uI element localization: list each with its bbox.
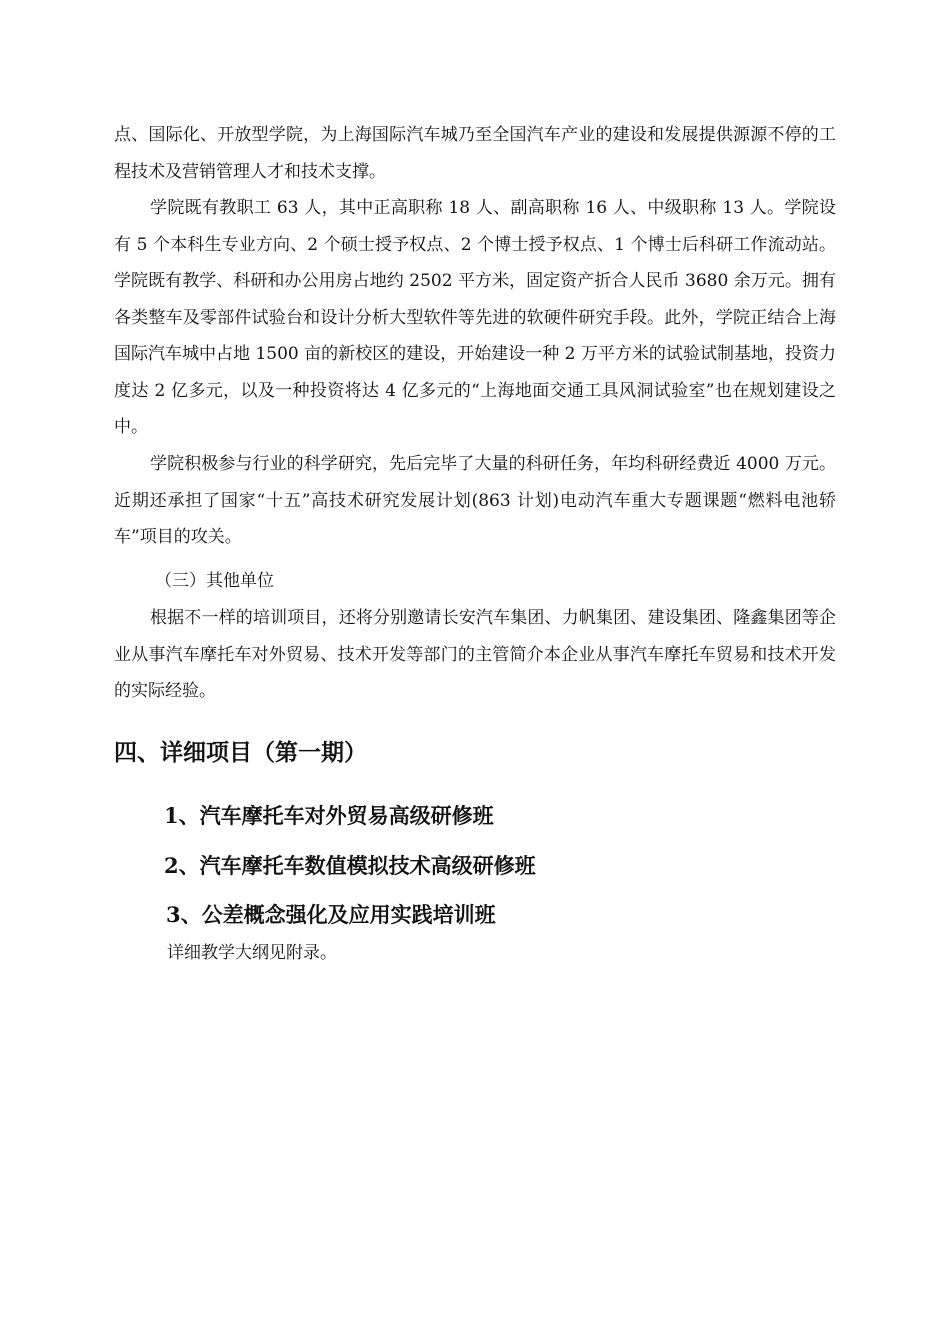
- subheading-other-units: （三）其他单位: [155, 571, 274, 591]
- paragraph-college-mission: 点、国际化、开放型学院，为上海国际汽车城乃至全国汽车产业的建设和发展提供源源不停的工程技术及营销管理人才和技术支撑。: [114, 125, 836, 182]
- paragraph-research: 学院积极参与行业的科学研究，先后完毕了大量的科研任务，年均科研经费近 4000 万元。近期还承担了国家“十五”高技术研究发展计划(863 计划)电动汽车重大专题课题“燃料电池轿车”项目的攻关。: [114, 454, 836, 547]
- project-item-3: 3、公差概念强化及应用实践培训班: [166, 902, 496, 927]
- paragraph-other-units: 根据不一样的培训项目，还将分别邀请长安汽车集团、力帆集团、建设集团、隆鑫集团等企业从事汽车摩托车对外贸易、技术开发等部门的主管简介本企业从事汽车摩托车贸易和技术开发的实际经验。: [114, 608, 836, 701]
- project-item-2: 2、汽车摩托车数值模拟技术高级研修班: [164, 853, 536, 878]
- syllabus-note: 详细教学大纲见附录。: [167, 943, 337, 963]
- project-item-1: 1、汽车摩托车对外贸易高级研修班: [164, 803, 494, 828]
- paragraph-college-staff-facilities: 学院既有教职工 63 人，其中正高职称 18 人、副高职称 16 人、中级职称 13 人。学院设有 5 个本科生专业方向、2 个硕士授予权点、2 个博士授予权点、1 个博士后科研工作流动站。学院既有教学、科研和办公用房占地约 2502 平方米，固定资产折合人民币 3680 余万元。拥有各类整车及零部件试验台和设计分析大型软件等先进的软硬件研究手段。此外，学院正结合上海国际汽车城中占地 1500 亩的新校区的建设，开始建设一种 2 万平方米的试验试制基地，投资力度达 2 亿多元，以及一种投资将达 4 亿多元的“上海地面交通工具风洞试验室”也在规划建设之中。: [114, 198, 836, 437]
- section-heading-projects: 四、详细项目（第一期）: [114, 739, 367, 766]
